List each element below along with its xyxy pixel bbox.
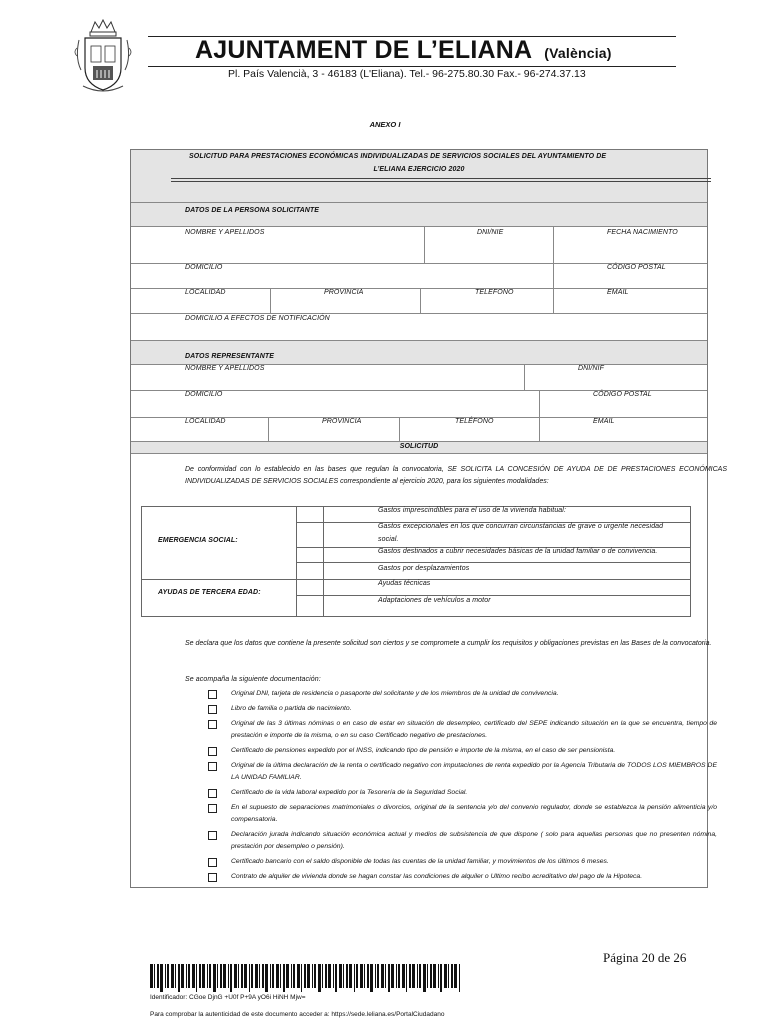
document-item: Certificado bancario con el saldo disponible de todas las cuentas de la unidad familiar, y movimientos de los últimos 6 meses. xyxy=(231,858,609,865)
document-checkbox[interactable] xyxy=(208,705,217,714)
document-item: Declaración jurada indicando situación económica actual y medios de subsistencia de que dispone ( solo para aquellas personas que no presenten nómina, prestación por desempleo o pensión). xyxy=(231,831,717,850)
document-barcode xyxy=(150,964,460,992)
emergency-item-exceptional: Gastos excepcionales en los que concurran circunstancias de grave o urgente necesidad xyxy=(378,523,664,530)
municipality-title xyxy=(195,36,612,65)
representative-province-label: PROVINCIA xyxy=(322,418,362,425)
document-checkbox[interactable] xyxy=(208,789,217,798)
annex-label: ANEXO I xyxy=(369,120,401,129)
document-checkbox[interactable] xyxy=(208,690,217,699)
declaration-text: Se declara que los datos que contiene la presente solicitud son ciertos y se compromete a cumplir los requisitos y obligaciones previstas en las Bases de la convocatoria. xyxy=(185,640,712,647)
representative-name-label: NOMBRE Y APELLIDOS xyxy=(185,365,265,372)
emergency-item-basic-needs: Gastos destinados a cubrir necesidades básicas de la unidad familiar o de convivencia. xyxy=(378,548,658,555)
applicant-id-label: DNI/NIE xyxy=(477,229,504,236)
applicant-section-title: DATOS DE LA PERSONA SOLICITANTE xyxy=(185,207,320,214)
document-item: Contrato de alquiler de vivienda donde se hagan constar las condiciones de alquiler o Ultimo recibo acreditativo del pago de la Hipoteca. xyxy=(231,873,643,880)
applicant-phone-label: TELEFONO xyxy=(475,289,514,296)
emergency-item-housing: Gastos imprescindibles para el uso de la vivienda habitual: xyxy=(378,507,567,514)
representative-email-label: EMAIL xyxy=(593,418,615,425)
emergency-item-exceptional-cont: social. xyxy=(378,536,399,543)
document-identifier: Identificador: CGoe DjnG +U0f P+9A yO6i HiNH Mjw= xyxy=(150,994,306,1001)
applicant-birth-label: FECHA NACIMIENTO xyxy=(607,229,678,236)
applicant-name-label: NOMBRE Y APELLIDOS xyxy=(185,229,265,236)
representative-town-label: LOCALIDAD xyxy=(185,418,226,425)
representative-section-title: DATOS REPRESENTANTE xyxy=(185,353,275,360)
request-intro: De conformidad con lo establecido en las bases que regulan la convocatoria, SE SOLICITA LA CONCESIÓN DE AYUDA DE DE PRESTACIONES ECONÓMICAS INDIVIDUALIZADAS DE SERVICIOS SOCIALES correspondiente al ejercicio 2020, para los siguientes modalidades: xyxy=(185,466,727,485)
document-item: Original de la última declaración de la renta o certificado negativo con imputaciones de renta expedido por la Agencia Tributaria de TODOS LOS MIEMBROS DE LA UNIDAD FAMILIAR. xyxy=(231,762,717,781)
representative-phone-label: TELÉFONO xyxy=(455,418,494,425)
document-item: En el supuesto de separaciones matrimoniales o divorcios, original de la sentencia y/o del convenio regulador, donde se establezca la pensión alimenticia y/o compensatoria. xyxy=(231,804,717,823)
document-checkbox[interactable] xyxy=(208,858,217,867)
document-item: Certificado de pensiones expedido por el INSS, indicando tipo de pensión e importe de la misma, en el caso de ser pensionista. xyxy=(231,747,616,754)
modalities-table xyxy=(141,506,691,617)
elderly-label: AYUDAS DE TERCERA EDAD: xyxy=(158,589,261,596)
request-section-title: SOLICITUD xyxy=(399,443,439,450)
applicant-email-label: EMAIL xyxy=(607,289,629,296)
representative-postal-label: CÓDIGO POSTAL xyxy=(593,391,652,398)
elderly-item-vehicles: Adaptaciones de vehículos a motor xyxy=(378,597,491,604)
applicant-address-label: DOMICILIO xyxy=(185,264,223,271)
documents-intro: Se acompaña la siguiente documentación: xyxy=(185,676,321,683)
document-item: Original de las 3 últimas nóminas o en caso de estar en situación de desempleo, certificado del SEPE indicando situación en la que se encuentra, tiempo de prestación e importe de la misma, o en su caso Certificado negativo de prestaciones. xyxy=(231,720,717,739)
applicant-province-label: PROVINCIA xyxy=(324,289,364,296)
document-checkbox[interactable] xyxy=(208,873,217,882)
document-item: Certificado de la vida laboral expedido por la Tesorería de la Seguridad Social. xyxy=(231,789,468,796)
coat-of-arms-logo xyxy=(73,18,133,96)
province-text: (València) xyxy=(544,45,612,61)
document-item: Original DNI, tarjeta de residencia o pasaporte del solicitante y de los miembros de la unidad de convivencia. xyxy=(231,690,559,697)
page-number: Página 20 de 26 xyxy=(603,950,687,965)
emergency-label: EMERGENCIA SOCIAL: xyxy=(158,537,238,544)
header-rule-bottom xyxy=(148,66,676,67)
document-checkbox[interactable] xyxy=(208,720,217,729)
applicant-notify-label: DOMICILIO A EFECTOS DE NOTIFICACIÓN xyxy=(185,315,330,322)
title-text: AJUNTAMENT DE L’ELIANA xyxy=(195,36,533,64)
document-checkbox[interactable] xyxy=(208,747,217,756)
document-checkbox[interactable] xyxy=(208,762,217,771)
application-form xyxy=(130,149,727,888)
form-title-line1: SOLICITUD PARA PRESTACIONES ECONÓMICAS INDIVIDUALIZADAS DE SERVICIOS SOCIALES DEL AYUNTAMIENTO DE xyxy=(189,153,607,160)
applicant-postal-label: CÓDIGO POSTAL xyxy=(607,264,666,271)
document-item: Libro de familia o partida de nacimiento. xyxy=(231,705,352,712)
verification-note: Para comprobar la autenticidad de este documento acceder a: https://sede.leliana.es/PortalCiudadano xyxy=(150,1011,445,1018)
address-line: Pl. País Valencià, 3 - 46183 (L'Eliana). Tel.- 96-275.80.30 Fax.- 96-274.37.13 xyxy=(228,68,586,80)
elderly-item-technical: Ayudas técnicas xyxy=(378,580,431,587)
document-checkbox[interactable] xyxy=(208,804,217,813)
representative-address-label: DOMICILIO xyxy=(185,391,223,398)
representative-id-label: DNI/NIF xyxy=(578,365,604,372)
emergency-item-travel: Gastos por desplazamientos xyxy=(378,565,470,572)
document-checkbox[interactable] xyxy=(208,831,217,840)
form-title-line2: L’ELIANA EJERCICIO 2020 xyxy=(373,166,465,173)
applicant-town-label: LOCALIDAD xyxy=(185,289,226,296)
